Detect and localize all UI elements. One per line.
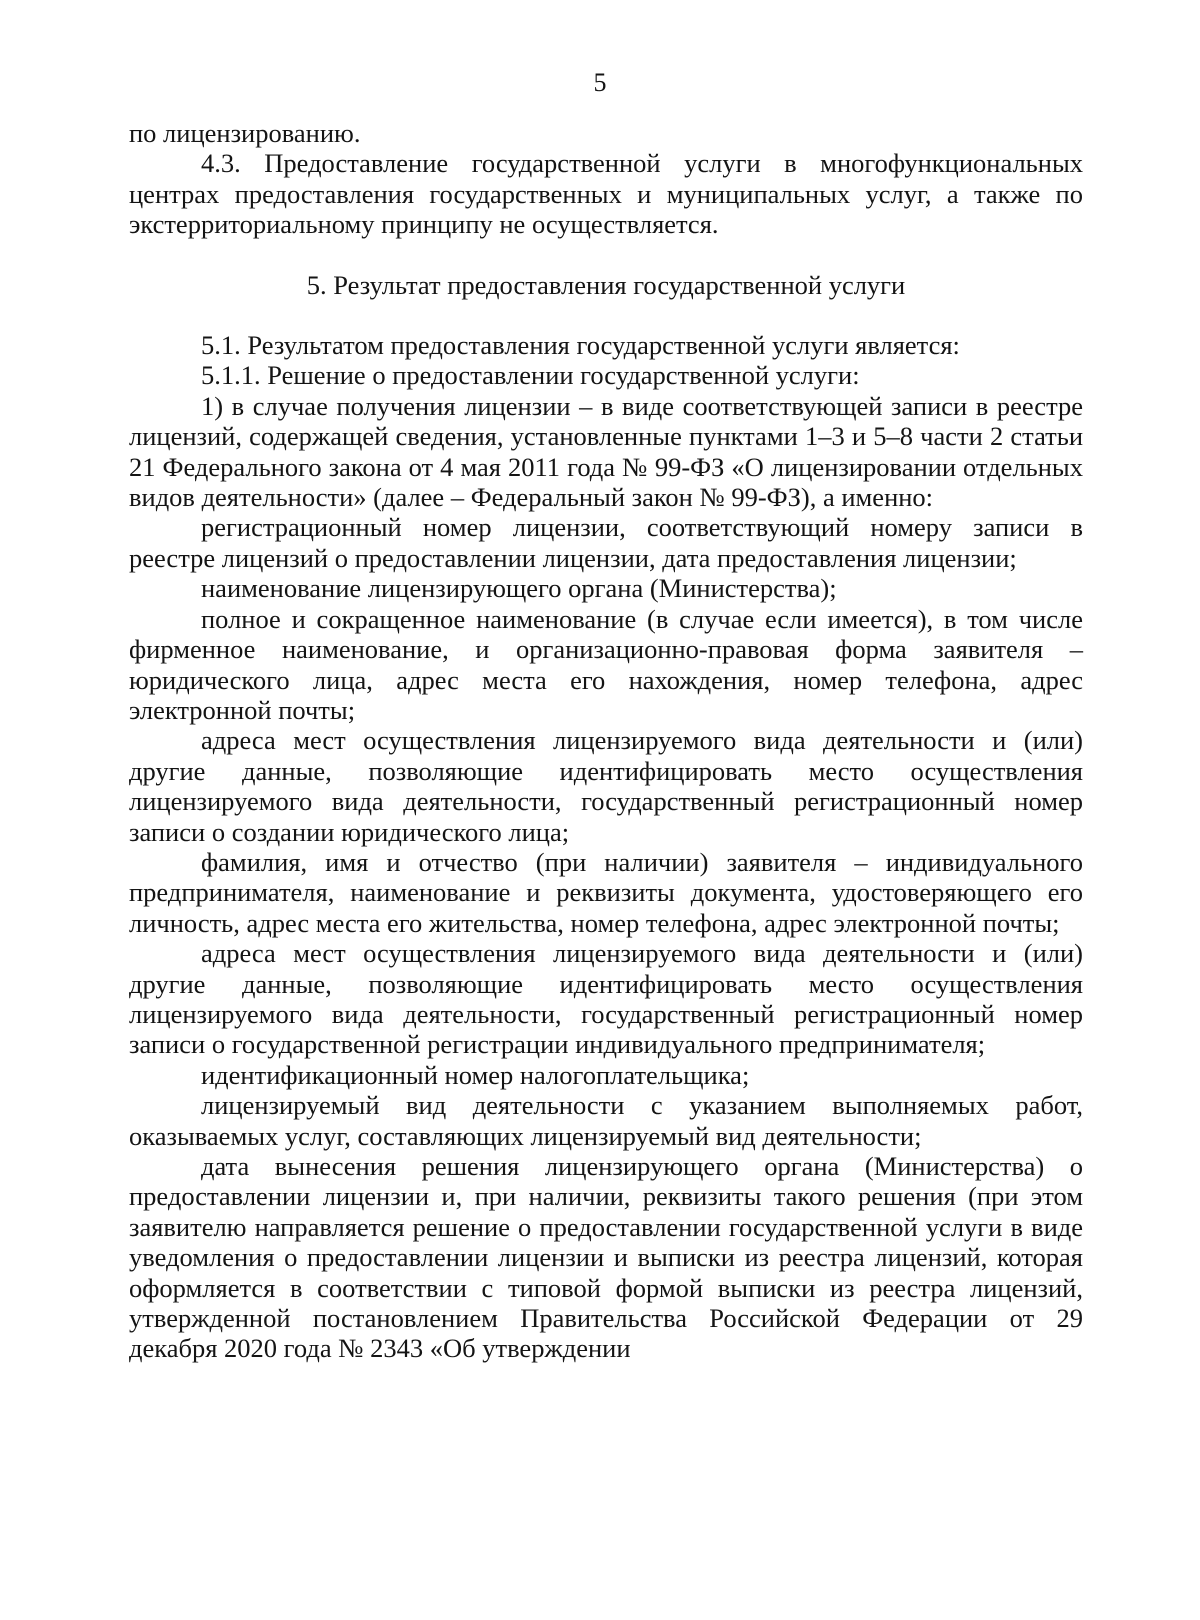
- paragraph-4-3: 4.3. Предоставление государственной услуги в многофункциональных центрах предоставления государственных и муниципальных услуг, а также по экстерриториальному принципу не осуществляется.: [129, 148, 1083, 240]
- paragraph-individual-name: фамилия, имя и отчество (при наличии) заявителя – индивидуального предпринимателя, наименование и реквизиты документа, удостоверяющего его личность, адрес места его жительства, номер телефона, адрес электронной почты;: [129, 846, 1083, 938]
- document-body: [129, 118, 1083, 1364]
- page-number: 5: [593, 68, 607, 97]
- section-heading: 5. Результат предоставления государственной услуги: [306, 269, 906, 300]
- spacer: [129, 300, 1083, 330]
- paragraph-item-1: 1) в случае получения лицензии – в виде соответствующей записи в реестре лицензий, содержащей сведения, установленные пунктами 1–3 и 5–8 части 2 статьи 21 Федерального закона от 4 мая 2011 года № 99-ФЗ «О лицензировании отдельных видов деятельности» (далее – Федеральный закон № 99-ФЗ), а именно:: [129, 390, 1083, 513]
- paragraph-registration-number: регистрационный номер лицензии, соответствующий номеру записи в реестре лицензий о предоставлении лицензии, дата предоставления лицензии;: [129, 512, 1083, 573]
- paragraph-individual-addresses: адреса мест осуществления лицензируемого вида деятельности и (или) другие данные, позволяющие идентифицировать место осуществления лицензируемого вида деятельности, государственный регистрационный номер записи о государственной регистрации индивидуального предпринимателя;: [129, 938, 1083, 1060]
- paragraph-tax-id: идентификационный номер налогоплательщика;: [201, 1059, 750, 1090]
- paragraph-licensing-authority: наименование лицензирующего органа (Министерства);: [201, 573, 837, 604]
- paragraph-legal-entity-name: полное и сокращенное наименование (в случае если имеется), в том числе фирменное наименование, и организационно-правовая форма заявителя – юридического лица, адрес места его нахождения, номер телефона, адрес электронной почты;: [129, 603, 1083, 725]
- paragraph-decision-date: дата вынесения решения лицензирующего органа (Министерства) о предоставлении лицензии и, при наличии, реквизиты такого решения (при этом заявителю направляется решение о предоставлении государственной услуги в виде уведомления о предоставлении лицензии и выписки из реестра лицензий, которая оформляется в соответствии с типовой формой выписки из реестра лицензий, утвержденной постановлением Правительства Российской Федерации от 29 декабря 2020 года № 2343 «Об утверждении: [129, 1151, 1083, 1364]
- paragraph-activity-type: лицензируемый вид деятельности с указанием выполняемых работ, оказываемых услуг, составляющих лицензируемый вид деятельности;: [129, 1090, 1083, 1151]
- paragraph-5-1: 5.1. Результатом предоставления государственной услуги является:: [201, 330, 960, 361]
- paragraph-continuation: по лицензированию.: [129, 118, 361, 148]
- spacer: [129, 240, 1083, 270]
- paragraph-5-1-1: 5.1.1. Решение о предоставлении государственной услуги:: [201, 360, 860, 391]
- paragraph-legal-entity-addresses: адреса мест осуществления лицензируемого вида деятельности и (или) другие данные, позволяющие идентифицировать место осуществления лицензируемого вида деятельности, государственный регистрационный номер записи о создании юридического лица;: [129, 725, 1083, 847]
